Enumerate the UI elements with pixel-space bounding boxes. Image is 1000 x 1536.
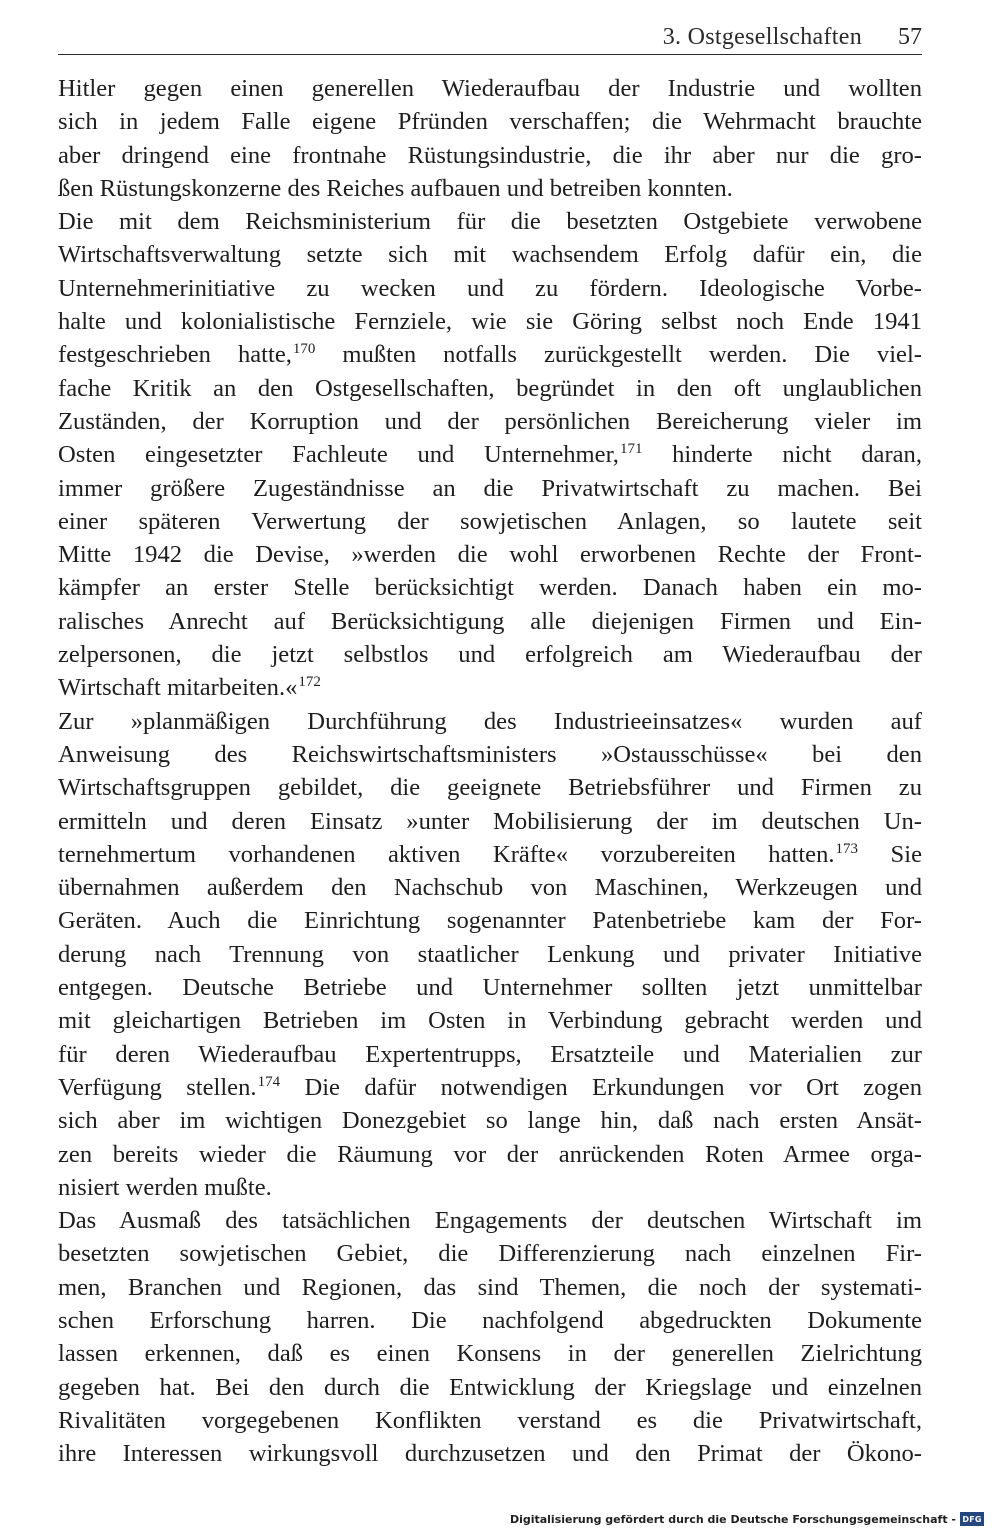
text-line [58,405,922,438]
line-text: sich in jedem Falle eigene Pfründen verschaffen; die Wehrmacht brauchte [58,108,922,136]
text-line [58,1271,922,1304]
text-line [58,838,922,871]
text-line [58,72,922,105]
page-header [58,22,922,55]
text-line [58,1371,922,1404]
line-text: gegeben hat. Bei den durch die Entwicklung der Kriegslage und einzelnen [58,1373,922,1401]
text-line [58,1304,922,1337]
text-line [58,505,922,538]
line-text: immer größere Zugeständnisse an die Privatwirtschaft zu machen. Bei [58,474,922,502]
line-text: ralisches Anrecht auf Berücksichtigung alle diejenigen Firmen und Ein- [58,607,922,635]
footnote-marker: 170 [292,341,316,358]
line-text: Wirtschaft mitarbeiten.« [58,674,298,702]
line-text: sich aber im wichtigen Donezgebiet so lange hin, daß nach ersten Ansät- [58,1107,922,1135]
text-line [58,1171,922,1204]
line-text: ihre Interessen wirkungsvoll durchzusetzen und den Primat der Ökono- [58,1440,922,1468]
line-text: Mitte 1942 die Devise, »werden die wohl erworbenen Rechte der Front- [58,541,922,569]
text-line [58,472,922,505]
line-text-continued: Sie [858,840,922,868]
text-line [58,1004,922,1037]
footer-credit: Digitalisierung gefördert durch die Deutsche Forschungsgemeinschaft - [509,1512,956,1526]
text-line [58,305,922,338]
text-line [58,971,922,1004]
text-line [58,638,922,671]
text-line [58,372,922,405]
line-text: Verfügung stellen. [58,1073,257,1101]
text-line [58,805,922,838]
line-text: mit gleichartigen Betrieben im Osten in Verbindung gebracht werden und [58,1007,922,1035]
text-line [58,238,922,271]
text-line [58,671,922,704]
text-line [58,1437,922,1470]
line-text-continued: mußten notfalls zurückgestellt werden. Die viel- [315,341,922,369]
page-number: 57 [898,24,922,50]
text-line [58,605,922,638]
line-text: zen bereits wieder die Räumung vor der anrückenden Roten Armee orga- [58,1140,922,1168]
text-line [58,272,922,305]
text-line [58,1204,922,1237]
line-text: Das Ausmaß des tatsächlichen Engagements der deutschen Wirtschaft im [58,1207,922,1235]
line-text: Hitler gegen einen generellen Wiederaufbau der Industrie und wollten [58,75,922,102]
text-line [58,139,922,172]
text-line [58,1138,922,1171]
text-line [58,771,922,804]
text-line [58,538,922,571]
line-text: nisiert werden mußte. [58,1173,272,1201]
line-text: entgegen. Deutsche Betriebe und Unternehmer sollten jetzt unmittelbar [58,974,922,1002]
text-line [58,1104,922,1137]
text-line [58,904,922,937]
line-text: derung nach Trennung von staatlicher Lenkung und privater Initiative [58,940,922,968]
line-text: Anweisung des Reichswirtschaftsministers »Ostausschüsse« bei den [58,740,922,768]
line-text: zelpersonen, die jetzt selbstlos und erfolgreich am Wiederaufbau der [58,641,922,669]
line-text: halte und kolonialistische Fernziele, wie sie Göring selbst noch Ende 1941 [58,308,922,336]
digitization-footer [510,1509,984,1529]
text-line [58,1237,922,1270]
footnote-marker: 173 [835,840,859,857]
line-text: übernahmen außerdem den Nachschub von Maschinen, Werkzeugen und [58,874,922,902]
footnote-marker: 172 [298,674,321,691]
text-line [58,172,922,205]
line-text: lassen erkennen, daß es einen Konsens in der generellen Zielrichtung [58,1340,922,1368]
line-text: besetzten sowjetischen Gebiet, die Differenzierung nach einzelnen Fir- [58,1240,922,1268]
line-text: einer späteren Verwertung der sowjetischen Anlagen, so lautete seit [58,507,922,535]
line-text: Rivalitäten vorgegebenen Konflikten verstand es die Privatwirtschaft, [58,1406,922,1434]
line-text: Osten eingesetzter Fachleute und Unternehmer, [58,441,619,469]
text-line [58,1404,922,1437]
text-line [58,438,922,471]
line-text: Zur »planmäßigen Durchführung des Industrieeinsatzes« wurden auf [58,707,922,735]
line-text: Zuständen, der Korruption und der persönlichen Bereicherung vieler im [58,407,922,435]
text-line [58,1337,922,1370]
line-text: Wirtschaftsverwaltung setzte sich mit wachsendem Erfolg dafür ein, die [58,241,922,269]
line-text: für deren Wiederaufbau Expertentrupps, Ersatzteile und Materialien zur [58,1040,922,1068]
line-text: ternehmertum vorhandenen aktiven Kräfte« vorzubereiten hatten. [58,840,835,868]
line-text: Wirtschaftsgruppen gebildet, die geeignete Betriebsführer und Firmen zu [58,774,922,802]
running-title: 3. Ostgesellschaften [662,24,862,50]
line-text: Unternehmerinitiative zu wecken und zu fördern. Ideologische Vorbe- [58,274,922,302]
line-text: Die mit dem Reichsministerium für die besetzten Ostgebiete verwobene [58,208,922,236]
line-text: ermitteln und deren Einsatz »unter Mobilisierung der im deutschen Un- [58,807,922,835]
text-line [58,938,922,971]
text-line [58,105,922,138]
line-text: fache Kritik an den Ostgesellschaften, begründet in den oft unglaublichen [58,374,922,402]
footnote-marker: 171 [619,441,643,458]
line-text: aber dringend eine frontnahe Rüstungsindustrie, die ihr aber nur die gro- [58,141,922,169]
line-text: men, Branchen und Regionen, das sind Themen, die noch der systemati- [58,1273,922,1301]
line-text-continued: hinderte nicht daran, [642,441,922,469]
text-line [58,871,922,904]
text-line [58,571,922,604]
line-text-continued: Die dafür notwendigen Erkundungen vor Ort zogen [280,1073,923,1101]
footnote-marker: 174 [257,1073,281,1090]
text-line [58,738,922,771]
text-line [58,205,922,238]
line-text: kämpfer an erster Stelle berücksichtigt werden. Danach haben ein mo- [58,574,922,602]
text-line [58,1038,922,1071]
text-line [58,705,922,738]
line-text: ßen Rüstungskonzerne des Reiches aufbauen und betreiben konnten. [58,174,733,202]
text-line [58,338,922,371]
line-text: festgeschrieben hatte, [58,341,292,369]
text-line [58,1071,922,1104]
line-text: Geräten. Auch die Einrichtung sogenannter Patenbetriebe kam der For- [58,907,922,935]
line-text: schen Erforschung harren. Die nachfolgend abgedruckten Dokumente [58,1306,922,1334]
dfg-logo: DFG [960,1512,984,1526]
body-text [58,72,922,1470]
